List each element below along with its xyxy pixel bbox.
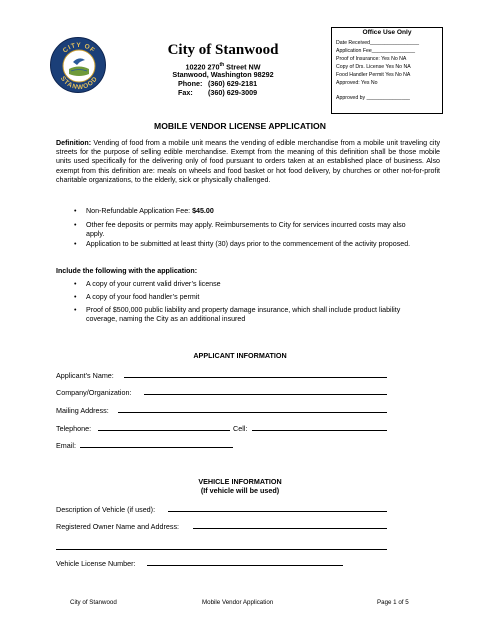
footer-center: Mobile Vendor Application: [202, 599, 274, 606]
vehicle-license-field[interactable]: [147, 565, 343, 566]
vehicle-license-label: Vehicle License Number:: [56, 559, 136, 568]
company-label: Company/Organization:: [56, 388, 132, 397]
telephone-label: Telephone:: [56, 424, 92, 433]
office-use-title: Office Use Only: [362, 29, 412, 36]
definition-paragraph: Definition: Vending of food from a mobile unit means the vending of edible merchandise from a mobile unit traveling city streets for the purpose of selling edible merchandise. Exempt from the meaning of this definition shall be those mobile units used specifically for the delivering only of food pursuant to orders taken at an established place of business. Also exempt from this definition are: meals on wheels and food basket or hot food delivery, by churches or other not-for-profit charitable organizations, to the elderly, sick or physically challenged.: [56, 139, 440, 184]
city-state-zip: Stanwood, Washington 98292: [172, 70, 274, 79]
office-use-box: [331, 27, 443, 114]
registered-owner-label: Registered Owner Name and Address:: [56, 522, 180, 531]
phone-line: Phone: (360) 629-2181: [178, 79, 258, 88]
email-field[interactable]: [80, 447, 233, 448]
applicant-section-title: APPLICANT INFORMATION: [193, 351, 287, 360]
fee-bullet-3: Application to be submitted at least thirty (30) days prior to the commencement of the activity proposed.: [86, 240, 411, 248]
company-field[interactable]: [144, 394, 387, 395]
footer-page-number: Page 1 of 5: [377, 599, 409, 606]
cell-label: Cell:: [233, 424, 248, 433]
bullet-dot: •: [74, 293, 77, 301]
vehicle-description-field[interactable]: [168, 511, 387, 512]
footer-left: City of Stanwood: [70, 599, 117, 606]
registered-owner-field-line-2[interactable]: [56, 549, 387, 550]
office-row-application-fee: Application Fee_______________: [336, 48, 416, 54]
mailing-address-field[interactable]: [118, 412, 387, 413]
mailing-address-label: Mailing Address:: [56, 406, 109, 415]
applicant-name-field[interactable]: [124, 377, 387, 378]
fee-bullet-2: Other fee deposits or permits may apply. Reimbursements to City for services incurred costs may also apply.: [86, 221, 406, 239]
vehicle-section-title: VEHICLE INFORMATION: [198, 477, 282, 486]
include-bullet-2: A copy of your food handler’s permit: [86, 293, 200, 301]
include-bullet-3: Proof of $500,000 public liability and property damage insurance, which shall include product liability coverage, naming the City as an additional insured: [86, 306, 401, 324]
bullet-dot: •: [74, 221, 77, 229]
bullet-dot: •: [74, 306, 77, 314]
form-title: MOBILE VENDOR LICENSE APPLICATION: [154, 121, 326, 131]
vehicle-description-label: Description of Vehicle (if used):: [56, 505, 156, 514]
office-row-drs-license: Copy of Drs. License Yes No NA: [336, 64, 411, 70]
registered-owner-field[interactable]: [193, 528, 387, 529]
cell-field[interactable]: [252, 430, 387, 431]
city-name-heading: City of Stanwood: [167, 42, 279, 58]
bullet-dot: •: [74, 240, 77, 248]
bullet-dot: •: [74, 280, 77, 288]
fee-bullet-1: Non-Refundable Application Fee: $45.00: [86, 207, 214, 215]
city-seal-logo: [50, 37, 106, 93]
telephone-field[interactable]: [98, 430, 230, 431]
include-bullet-1: A copy of your current valid driver’s license: [86, 280, 221, 288]
email-label: Email:: [56, 441, 76, 450]
include-heading: Include the following with the application:: [56, 267, 198, 275]
office-row-proof-insurance: Proof of Insurance: Yes No NA: [336, 56, 407, 62]
svg-text:CITY OF: CITY OF: [61, 41, 97, 55]
fax-line: Fax: (360) 629-3009: [178, 88, 258, 97]
office-row-approved: Approved: Yes No: [336, 80, 378, 86]
office-row-food-handler: Food Handler Permit Yes No NA: [336, 72, 411, 78]
street-address: 10220 270th Street NW: [185, 62, 261, 72]
svg-text:STANWOOD: STANWOOD: [58, 75, 100, 92]
bullet-dot: •: [74, 207, 77, 215]
office-row-approved-by: Approved by _______________: [336, 95, 410, 101]
seal-graphic: [51, 38, 107, 94]
applicant-name-label: Applicant’s Name:: [56, 371, 114, 380]
vehicle-section-subtitle: (If vehicle will be used): [200, 486, 280, 495]
office-row-date-received: Date Received_________________: [336, 40, 420, 46]
